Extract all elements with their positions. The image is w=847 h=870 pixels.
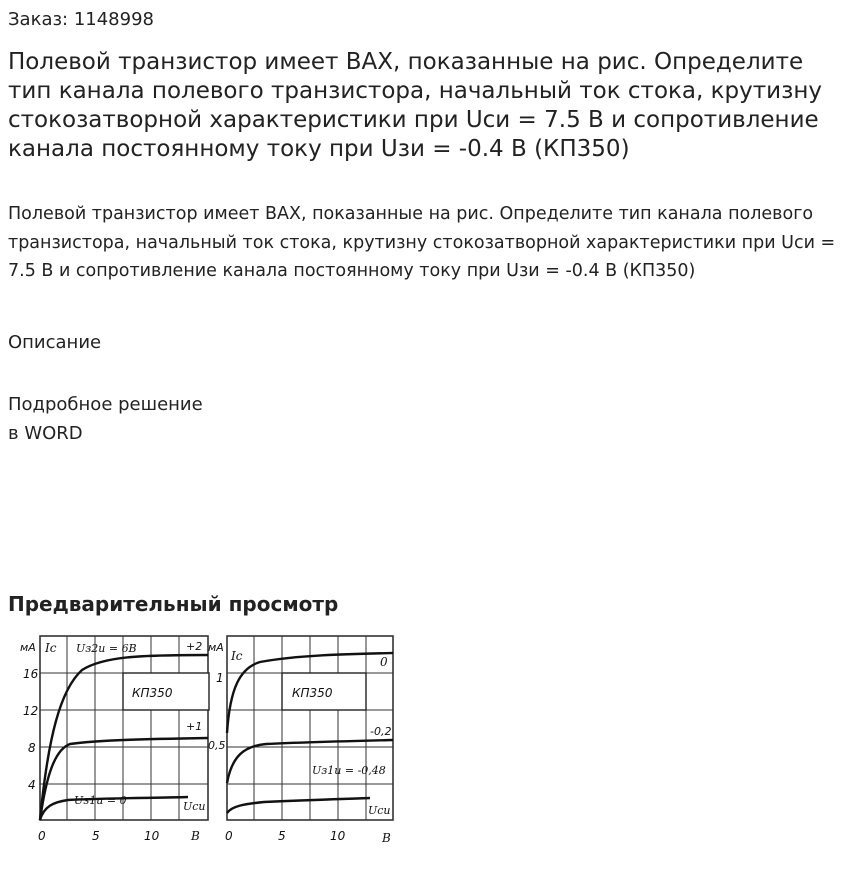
right-device-label: КП350	[292, 686, 333, 700]
right-axis-y: Iс	[231, 649, 243, 663]
left-tick-y-12: 12	[23, 704, 39, 718]
left-curve-label-zero: Uз1и = 0	[74, 794, 127, 807]
left-curve-label-plus2: +2	[186, 640, 203, 653]
right-tick-y-05: 0,5	[208, 739, 226, 752]
right-unit-y: мА	[208, 641, 224, 654]
left-tick-y-4: 4	[28, 778, 36, 792]
page-title: Полевой транзистор имеет ВАХ, показанные на рис. Определите тип канала полевого транзистора, начальный ток стока, крутизну стокозатворной характеристики при Uси = 7.5 В и сопротивление канала постоянному току при Uзи = -0.4 В (КП350)	[8, 49, 822, 162]
left-axis-y: Iс	[45, 641, 57, 655]
left-curve-label-plus1: +1	[186, 720, 203, 733]
right-tick-x-10: 10	[330, 829, 346, 843]
left-tick-y-8: 8	[28, 741, 36, 755]
right-graph	[208, 636, 393, 845]
solution-label: Подробное решение	[8, 394, 203, 415]
characteristics-figure	[8, 628, 400, 852]
right-curve-label-minus048: Uз1и = -0,48	[312, 764, 386, 777]
description-label: Описание	[8, 332, 102, 353]
left-unit-y: мА	[20, 641, 36, 654]
left-param-label: Uз2и = 6В	[76, 642, 137, 655]
left-axis-x: Uси	[183, 800, 206, 813]
left-graph	[20, 636, 209, 843]
left-tick-y-16: 16	[23, 667, 39, 681]
right-tick-y-1: 1	[216, 671, 224, 685]
right-unit-x: В	[382, 831, 391, 845]
right-tick-x-5: 5	[278, 829, 286, 843]
preview-image	[8, 628, 400, 852]
right-tick-x-0: 0	[225, 829, 233, 843]
left-tick-x-0: 0	[38, 829, 46, 843]
preview-heading: Предварительный просмотр	[8, 592, 339, 616]
right-axis-x: Uси	[368, 804, 391, 817]
left-device-label: КП350	[132, 686, 173, 700]
left-tick-x-5: 5	[92, 829, 100, 843]
left-tick-x-10: 10	[144, 829, 160, 843]
order-number: Заказ: 1148998	[8, 9, 154, 30]
task-description: Полевой транзистор имеет ВАХ, показанные на рис. Определите тип канала полевого транзистора, начальный ток стока, крутизну стокозатворной характеристики при Uси = 7.5 В и сопротивление канала постоянному току при Uзи = -0.4 В (КП350)	[8, 204, 836, 281]
solution-format-label: в WORD	[8, 423, 83, 444]
right-grid	[227, 636, 393, 820]
left-unit-x: В	[191, 829, 200, 843]
right-curve-label-minus02: -0,2	[370, 725, 392, 738]
right-curve-label-zero: 0	[380, 655, 388, 669]
left-grid	[40, 636, 209, 820]
